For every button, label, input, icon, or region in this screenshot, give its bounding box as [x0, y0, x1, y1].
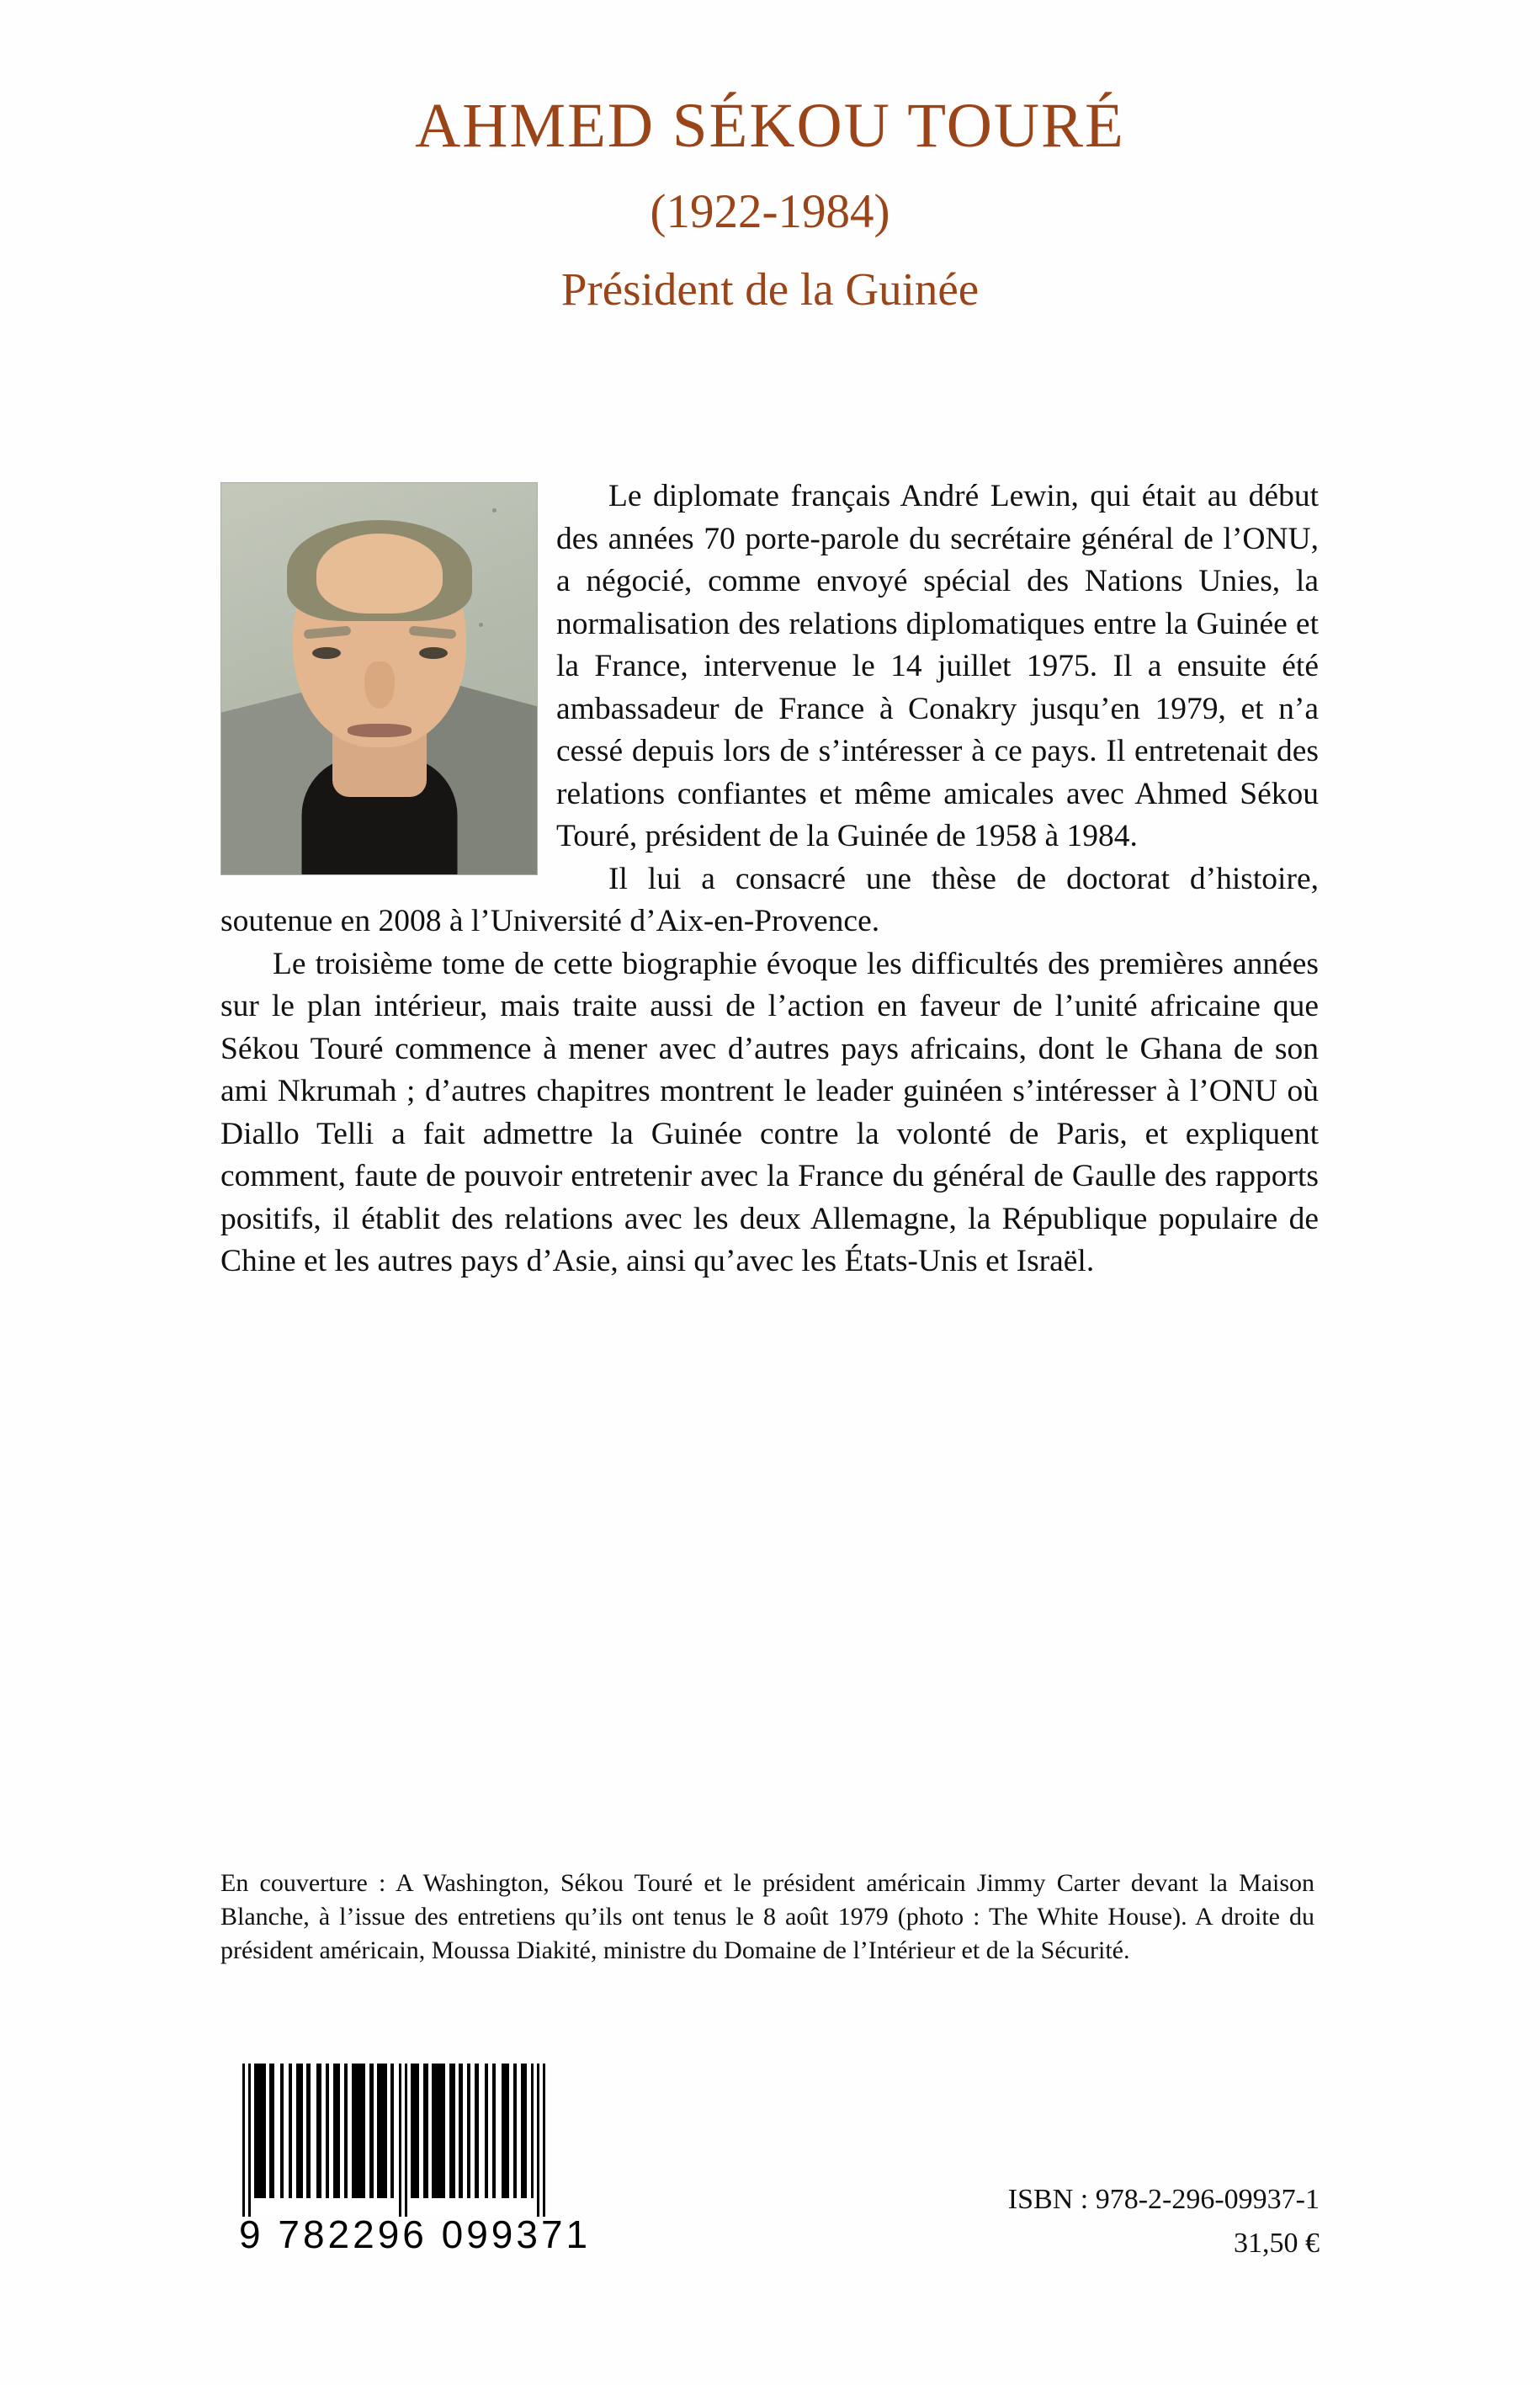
- barcode-digits: 9 782296 099371: [239, 2212, 592, 2256]
- author-portrait-photo: [220, 482, 538, 875]
- isbn-text: ISBN : 978-2-296-09937-1: [1007, 2184, 1320, 2215]
- blurb-text: [220, 475, 1319, 1283]
- eye-right: [419, 647, 448, 659]
- price-text: 31,50 €: [1234, 2228, 1320, 2259]
- eye-left: [312, 647, 341, 659]
- blurb-paragraph-2: Il lui a consacré une thèse de doctorat d’histoire, soutenue en 2008 à l’Université d’Aix-en-Provence.: [220, 861, 1319, 938]
- blurb-paragraph-3: Le troisième tome de cette biographie évoque les difficultés des premières années sur le plan intérieur, mais traite aussi de l’action en faveur de l’unité africaine que Sékou Touré commence à mener avec d’autres pays africains, dont le Ghana de son ami Nkrumah ; d’autres chapitres montrent le leader guinéen s’intéresser à l’ONU où Diallo Telli a fait admettre la Guinée contre la volonté de Paris, et expliquent comment, faute de pouvoir entretenir avec la France du général de Gaulle des rapports positifs, il établit des relations avec les deux Allemagne, la République populaire de Chine et les autres pays d’Asie, ainsi qu’avec les États-Unis et Israël.: [220, 946, 1319, 1278]
- photo-speck-3: [255, 736, 259, 740]
- ean13-barcode-icon: [239, 2064, 549, 2217]
- page-title: AHMED SÉKOU TOURÉ: [415, 91, 1125, 161]
- barcode-block: [239, 2064, 592, 2257]
- life-dates: (1922-1984): [650, 185, 890, 238]
- isbn-price-block: [1008, 2178, 1320, 2265]
- blurb-paragraph-1: Le diplomate français André Lewin, qui était au début des années 70 porte-parole du secrétaire général de l’ONU, a négocié, comme envoyé spécial des Nations Unies, la normalisation des relations diplomatiques entre la Guinée et la France, intervenue le 14 juillet 1975. Il a ensuite été ambassadeur de France à Conakry jusqu’en 1979, et n’a cessé depuis lors de s’intéresser à ce pays. Il entretenait des relations confiantes et même amicales avec Ahmed Sékou Touré, président de la Guinée de 1958 à 1984.: [556, 479, 1319, 853]
- nose: [364, 661, 395, 709]
- photo-speck-2: [479, 623, 483, 627]
- caption-text: En couverture : A Washington, Sékou Touré et le président américain Jimmy Carter devant la Maison Blanche, à l’issue des entretiens qu’ils ont tenus le 8 août 1979 (photo : The White House). A droite du président américain, Moussa Diakité, ministre du Domaine de l’Intérieur et de la Sécurité.: [220, 1869, 1314, 1964]
- forehead: [316, 534, 443, 614]
- cover-credit-caption: [220, 1867, 1314, 1968]
- title-block: [0, 91, 1540, 315]
- mouth: [348, 724, 412, 737]
- photo-speck-1: [492, 508, 497, 513]
- role-subtitle: Président de la Guinée: [560, 263, 980, 315]
